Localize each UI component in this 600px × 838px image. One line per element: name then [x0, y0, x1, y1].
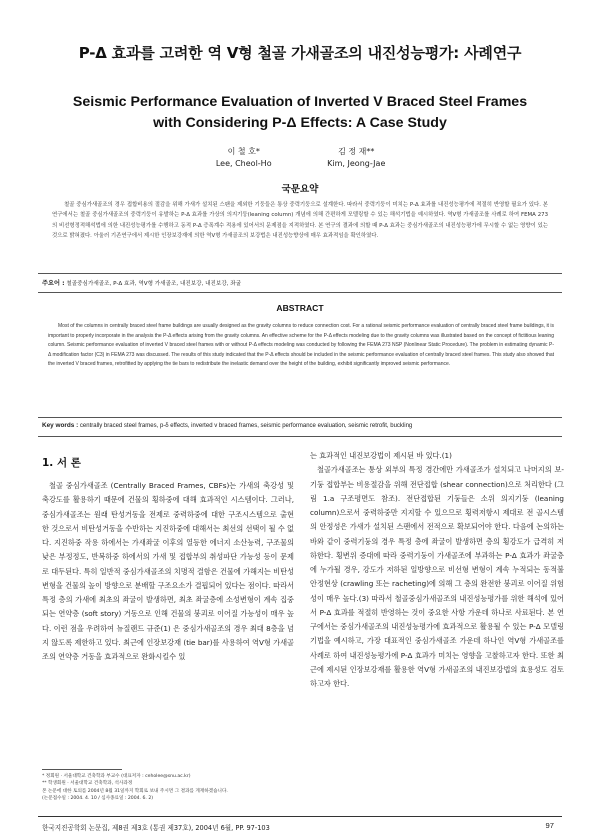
- author-2-name-en: Kim, Jeong-Jae: [327, 159, 386, 168]
- author-1: [189, 146, 299, 170]
- footnote-divider: [42, 769, 122, 770]
- keywords-korean: [42, 278, 558, 287]
- abstract-korean: 철골 중심가새골조의 경우 접합비용의 절감을 위해 가새가 설치된 스팬을 제외한 기둥들은 통상 중력기둥으로 설계한다. 따라서 중력기둥이 미치는 P-Δ 효과를 내진성능평가에 적절히 반영할 필요가 있다. 본 연구에서는 철골 중심가새골조의 중력기둥이 유발하는 P-Δ 효과를 가상의 의지기둥(leaning column) 개념에 의해 간편하게 모델링할 수 있는 해석기법을 예시하였다. 역V형 가새골조를 사례로 하여 FEMA 273의 비선형정적해석법에 의한 내진성능평가를 수행하고 동적 P-Δ 증폭계수 적용에 있어서의 문제점을 지적하였다. 본 연구의 결과에 의할 때 P-Δ 효과는 중심가새골조의 내진성능평가에 무시할 수 없는 영향이 있는 것으로 밝혀졌다. 아울러 기존연구에서 제시한 인장보강재에 의한 역V형 가새골조의 보강법은 내진성능향상에 매우 효과적임을 확인하였다.: [52, 202, 548, 240]
- body-paragraph: 철골가새골조는 통상 외부의 특정 경간에만 가새골조가 설치되고 나머지의 보-기둥 접합부는 비용절감을 위해 전단접합 (shear connection)으로 처리한다 (그림 1.a 구조평면도 참조). 전단접합된 기둥들은 소위 의지기둥 (leaning column)으로서 중력하중만 지지할 수 있으므로 횡력저항시 제대로 전 골시스템의 안정성은 가새가 설치된 스팬에서 전적으로 확보되어야 한다. 다음에 논의하는 바와 같이 중력기둥의 경우 특정 층에 좌굴이 발생하면 층의 횡강도가 급격히 저하한다. 횡변위 증대에 따라 중력기둥이 가새골조에 부과하는 P-Δ 효과가 좌굴층에 누가될 경우, 강도가 저하된 일방향으로 비선형 변형이 계속 누적되는 동적불안정현상 (crawling 또는 racheting)에 의해 그 층의 완전한 붕괴로 이어질 위험성이 매우 높다.(3) 따라서 철골중심가새골조의 내진성능평가를 위한 해석에 있어서 P-Δ 효과를 적절히 반영하는 것이 중요한 사항 가운데 하나로 사료된다. 본 연구에서는 중심가새골조의 내진성능평가에 효과적으로 활용될 수 있는 P-Δ 모델링 기법을 예시하고, 가장 대표적인 중심가새골조 가운데 하나인 역V형 가새골조를 사례로 하여 내진성능평가에 P-Δ 효과가 미치는 영향을 고찰하고자 한다. 또한 최근에 제시된 인장보강재를 활용한 역V형 가새골조의 내진보강법의 효용성도 검토하고자 한다.: [310, 465, 564, 688]
- footnote: 본 논문에 대한 토의를 2004년 8월 31일까지 학회로 보내 주시면 그 결과를 게재하겠습니다.: [42, 788, 228, 794]
- title-english-line-2: with Considering P-Δ Effects: A Case Study: [153, 115, 447, 131]
- author-1-name-ko: 이 철 호*: [227, 147, 260, 156]
- body-column-right: [310, 449, 564, 691]
- divider: [38, 417, 562, 418]
- body-column-left: [42, 455, 294, 664]
- title-english: [0, 92, 600, 134]
- footnote: (논문접수일 : 2004. 4. 10 / 심사종료일 : 2004. 6. 2): [42, 796, 154, 802]
- footnote: * 정회원 · 서울대학교 건축학과 부교수 (대표저자 : ceholee@snu.ac.kr): [42, 774, 191, 779]
- abstract-english-heading: ABSTRACT: [276, 303, 324, 313]
- page-number: 97: [545, 821, 554, 830]
- journal-info: 한국지진공학회 논문집, 제8권 제3호 (통권 제37호), 2004년 6월, PP. 97-103: [42, 824, 270, 832]
- author-1-name-en: Lee, Cheol-Ho: [215, 159, 272, 168]
- divider: [38, 436, 562, 437]
- author-2-name-ko: 김 정 재**: [338, 147, 375, 156]
- keywords-english-text: centrally braced steel frames, p-δ effects, inverted v braced frames, seismic performance evaluation, seismic retrofit, buckling: [79, 423, 413, 429]
- keywords-english: [42, 422, 558, 429]
- footnote: ** 학생회원 · 서울대학교 건축학과, 석사과정: [42, 781, 133, 787]
- body-paragraph: 철골 중심가새골조 (Centrally Braced Frames, CBFs)는 가새의 축강성 및 축강도를 활용하기 때문에 건물의 횡하중에 대해 효과적인 시스템이다. 그러나, 중심가새골조는 원래 탄성거동을 전제로 중력하중에 대한 구조시스템으로 출현한 것으로서 비탄성거동을 수반하는 지진하중에 대해서는 최선의 선택이 될 수 없다. 지진하중 작용 하에서는 가새좌굴 이후의 열등한 에너지 소산능력, 구조물의 낮은 부정정도, 반복하중 하에서의 가새 및 접합부의 취성파단 가능성 등이 문제로 대두된다. 특히 일반적 중심가새골조의 치명적 결함은 건물에 가해지는 비탄성 변형을 건물의 높이 방향으로 분배할 구조요소가 결핍되어 있다는 점이다. 따라서 특정 층의 가새에 최초의 좌굴이 발생하면, 최초 좌굴층에 소성변형이 계속 집중되는 연약층 (soft story) 거동으로 인해 건물의 붕괴로 이어질 가능성이 매우 높다. 이런 점을 우려하여 뉴질랜드 규준(1) 은 중심가새골조의 경우 최대 8층을 넘지 않도록 제한하고 있다. 최근에 인장보강재 (tie bar)를 사용하여 역V형 가새골조의 연약층 거동을 효과적으로 완화시킬수 있: [42, 481, 294, 661]
- title-english-line-1: Seismic Performance Evaluation of Inverted V Braced Steel Frames: [72, 94, 528, 110]
- author-2: [301, 146, 411, 170]
- divider: [38, 273, 562, 274]
- footer-divider: [38, 816, 562, 817]
- keywords-korean-label: 주요어 :: [42, 280, 65, 287]
- section-1-title: 1. 서 론: [42, 457, 81, 469]
- footnotes: [42, 773, 294, 803]
- keywords-korean-text: 철골중심가새골조, P-Δ 효과, 역V형 가새골조, 내진보강, 내진보강, 좌굴: [66, 281, 242, 287]
- keywords-english-label: Key words :: [42, 422, 79, 429]
- abstract-english: Most of the columns in centrally braced steel frame buildings are usually designed as the gravity columns to reduce connection cost. For a rational seismic performance evaluation of centrally braced steel frame buildings, it is important to properly incorporate in the analysis the P-Δ effects arising from the gravity columns. An effective scheme for the P-Δ effects modeling due to the gravity columns was illustrated based on the concept of fictitious leaning column. Seismic performance evaluation of inverted V braced steel frames with or without P-Δ effects modeling was conducted by following the FEMA 273 NSP (Nonlinear Static Procedure). The problem in estimating dynamic P-Δ modification factor (C3) in FEMA 273 was discussed. The results of this study indicated that the P-Δ effects should be included in the seismic performance evaluation of centrally braced steel frames. This study also showed that the inverted V braced frames, retrofitted by applying the tie bars to redistribute the inelastic demand over the height of the building, exhibit significantly improved seismic performance.: [48, 323, 554, 368]
- body-paragraph: 는 효과적인 내진보강법이 제시된 바 있다.(1): [310, 451, 452, 460]
- authors: [0, 146, 600, 170]
- abstract-korean-heading: 국문요약: [281, 184, 319, 195]
- title-korean: P-Δ 효과를 고려한 역 V형 철골 가새골조의 내진성능평가: 사례연구: [78, 44, 522, 62]
- divider: [38, 292, 562, 293]
